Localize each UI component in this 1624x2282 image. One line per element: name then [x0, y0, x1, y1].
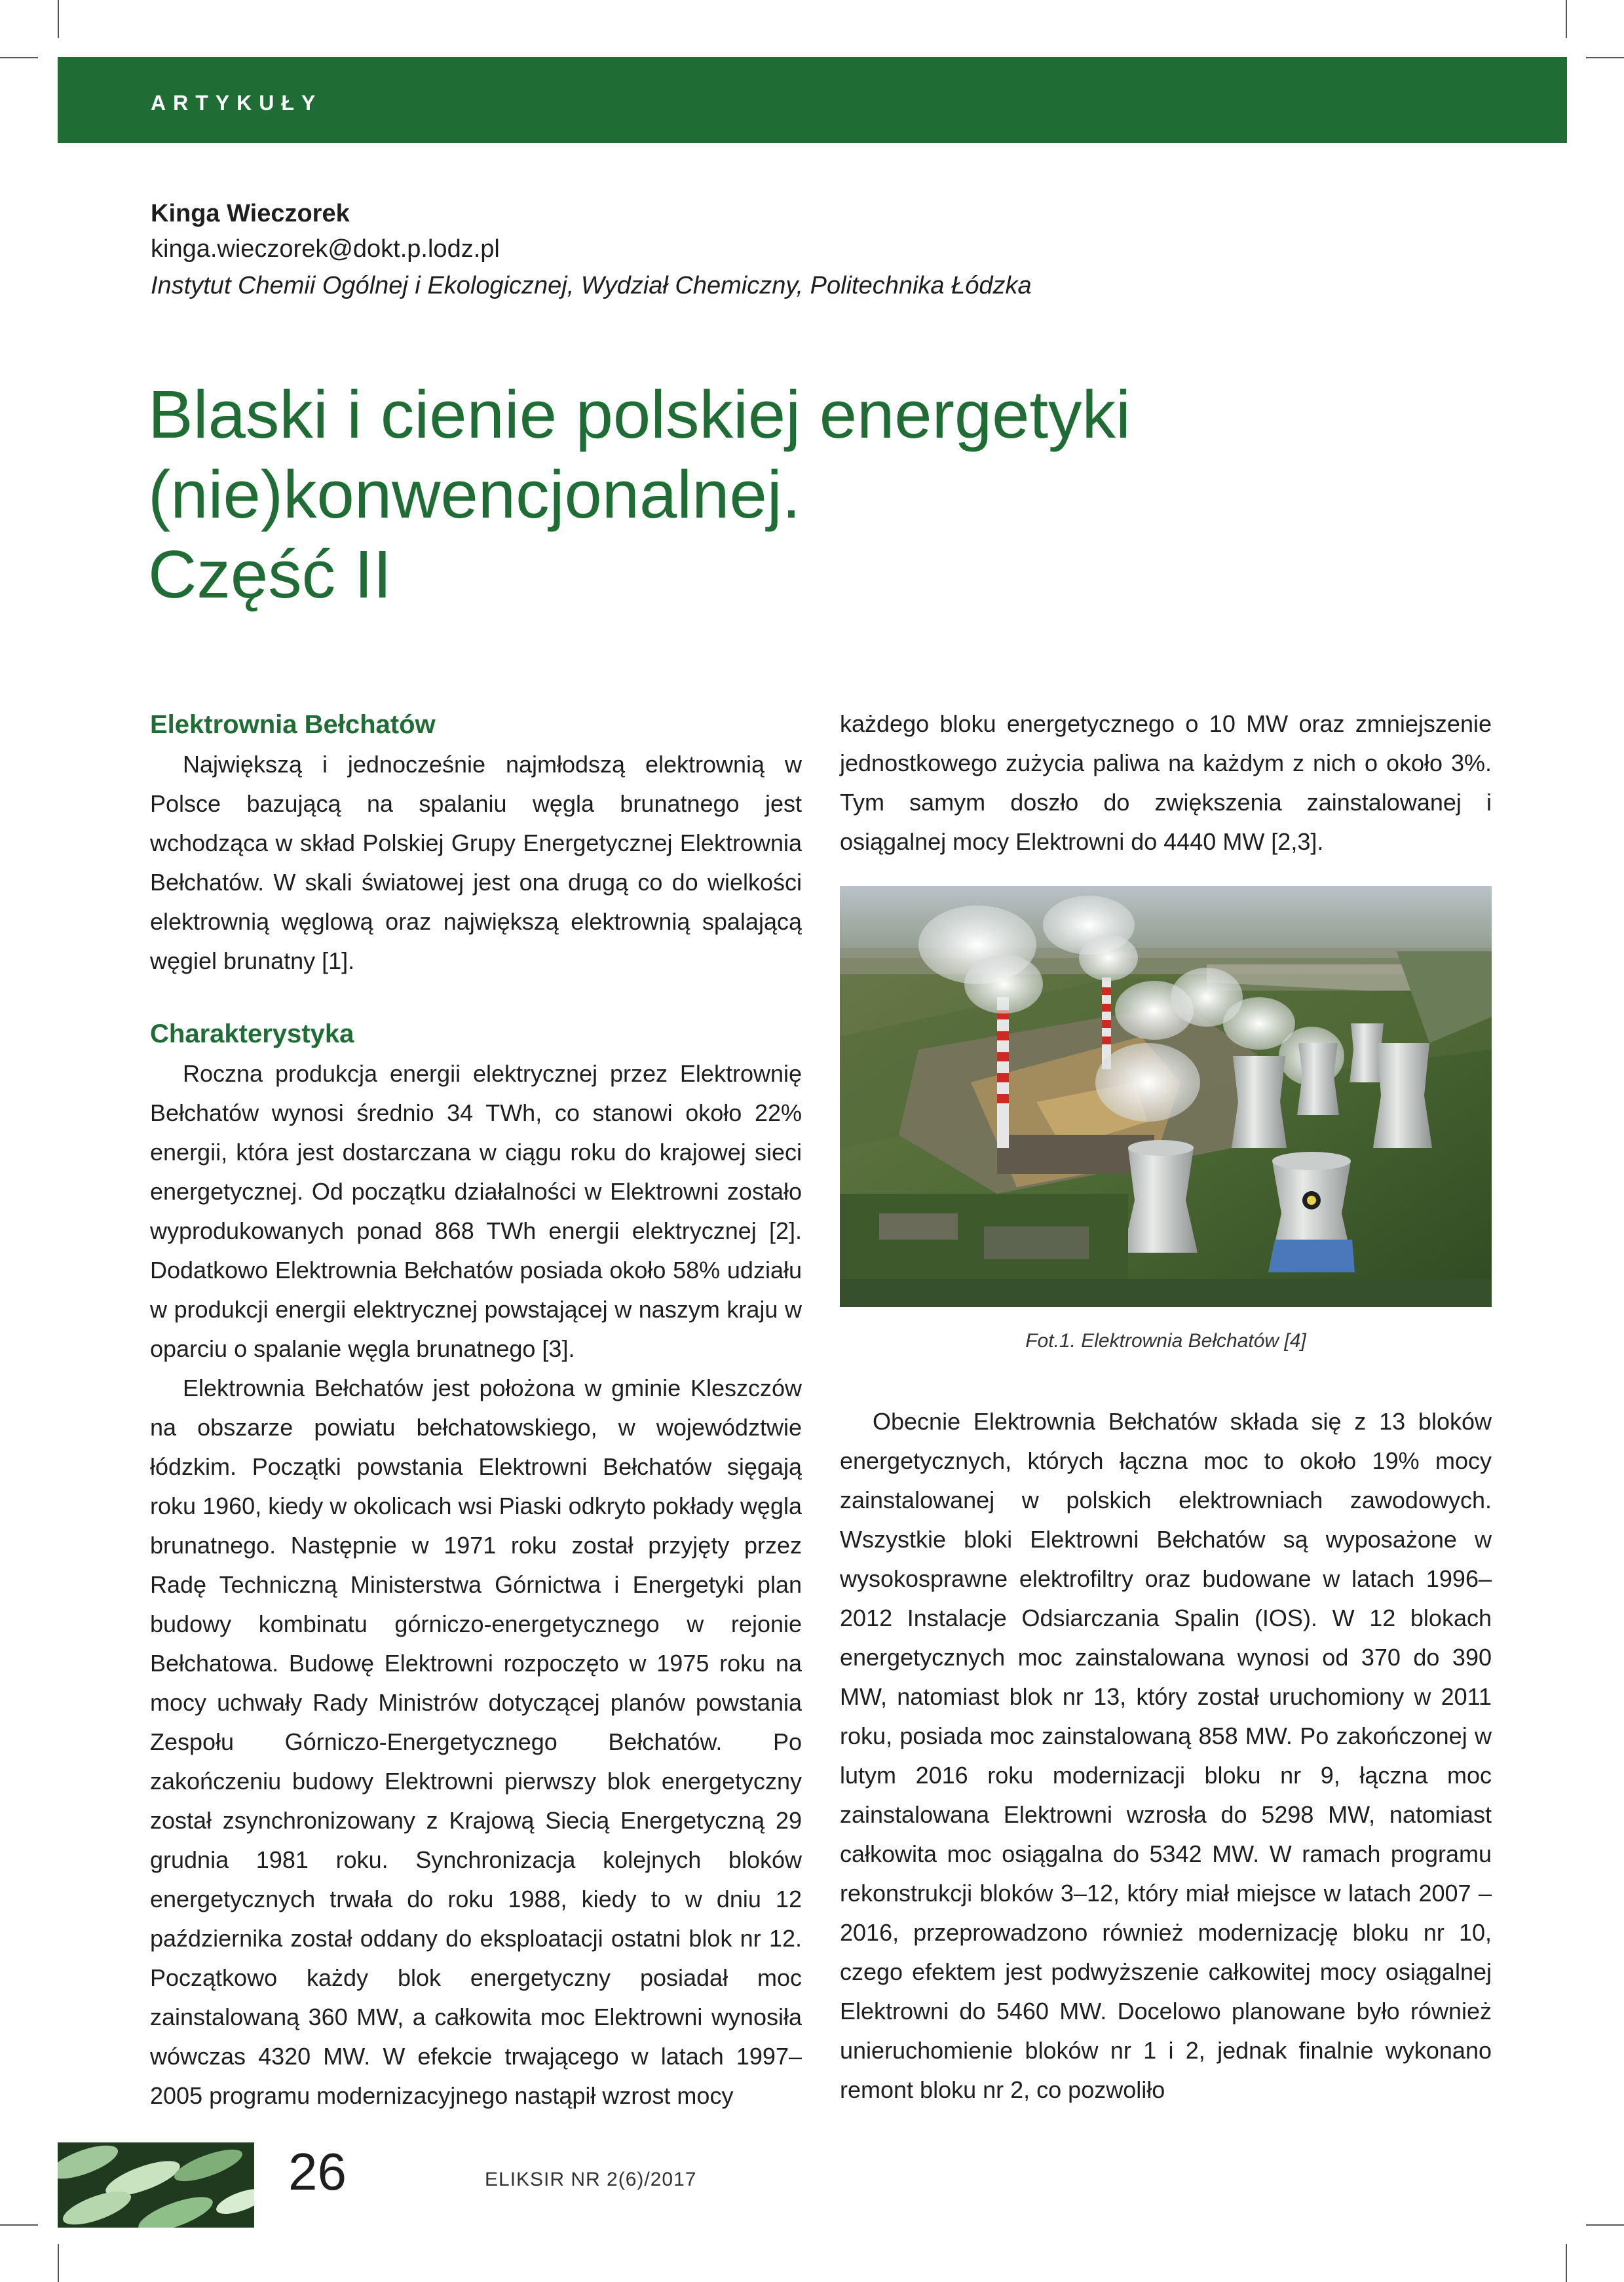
- paragraph: Elektrownia Bełchatów jest położona w gminie Kleszczów na obszarze powiatu bełchatowskiego, w województwie łódzkim. Początki powstania Elektrowni Bełchatów sięgają roku 1960, kiedy w okolicach wsi Piaski odkryto pokłady węgla brunatnego. Następnie w 1971 roku został przyjęty przez Radę Techniczną Ministerstwa Górnictwa i Energetyki plan budowy kombinatu górniczo-energetycznego w rejonie Bełchatowa. Budowę Elektrowni rozpoczęto w 1975 roku na mocy uchwały Rady Ministrów dotyczącej planów powstania Zespołu Górniczo-Energetycznego Bełchatów. Po zakończeniu budowy Elektrowni pierwszy blok energetyczny został zsynchronizowany z Krajową Siecią Energetyczną 29 grudnia 1981 roku. Synchronizacja kolejnych bloków energetycznych trwała do roku 1988, kiedy to w dniu 12 października został oddany do eksploatacji ostatni blok nr 12. Początkowo każdy blok energetyczny posiadał moc zainstalowaną 360 MW, a całkowita moc Elektrowni wynosiła wówczas 4320 MW. W efekcie trwającego w latach 1997–2005 programu modernizacyjnego nastąpił wzrost mocy: [150, 1375, 802, 2109]
- paragraph: Obecnie Elektrownia Bełchatów składa się z 13 bloków energetycznych, których łączna moc to około 19% mocy zainstalowanej w polskich elektrowniach zawodowych. Wszystkie bloki Elektrowni Bełchatów są wyposażone w wysokosprawne elektrofiltry oraz budowane w latach 1996–2012 Instalacje Odsiarczania Spalin (IOS). W 12 blokach energetycznych moc zainstalowana wynosi od 370 do 390 MW, natomiast blok nr 13, który został uruchomiony w 2011 roku, posiada moc zainstalowaną 858 MW. Po zakończonej w lutym 2016 roku modernizacji bloku nr 9, łączna moc zainstalowana Elektrowni wzrosła do 5298 MW, natomiast całkowita moc osiągalna do 5342 MW. W ramach programu rekonstrukcji bloków 3–12, który miał miejsce w latach 2007 – 2016, przeprowadzono również modernizację bloku nr 10, czego efektem jest podwyższenie całkowitej mocy osiągalnej Elektrowni do 5460 MW. Docelowo planowane było również unieruchomienie bloków nr 1 i 2, jednak finalnie wykonano remont bloku nr 2, co pozwoliło: [840, 1408, 1492, 2103]
- author-name: Kinga Wieczorek: [151, 200, 350, 227]
- crop-mark: [1586, 2224, 1624, 2226]
- power-plant-photo: [840, 886, 1492, 1307]
- section-label: ARTYKUŁY: [151, 91, 323, 115]
- page-number: 26: [288, 2142, 347, 2201]
- left-column: [150, 704, 802, 2116]
- section-heading: Charakterystyka: [150, 1019, 354, 1048]
- author-affiliation: Instytut Chemii Ogólnej i Ekologicznej, Wydział Chemiczny, Politechnika Łódzka: [151, 272, 1032, 299]
- author-block: [151, 197, 1133, 304]
- crop-mark: [1586, 57, 1624, 58]
- title-line: (nie)konwencjonalnej.: [148, 457, 801, 532]
- crop-mark: [58, 0, 59, 38]
- title-line: Część II: [148, 537, 392, 612]
- right-column-continued: [840, 1402, 1492, 2110]
- article-title: [148, 375, 1131, 615]
- crop-mark: [0, 2224, 38, 2226]
- crop-mark: [0, 57, 38, 58]
- paragraph: Roczna produkcja energii elektrycznej przez Elektrownię Bełchatów wynosi średnio 34 TWh, co stanowi około 22% energii, która jest dostarczana w ciągu roku do krajowej sieci energetycznej. Od początku działalności w Elektrowni zostało wyprodukowanych ponad 868 TWh energii elektrycznej [2]. Dodatkowo Elektrownia Bełchatów posiada około 58% udziału w produkcji energii elektrycznej powstającej w naszym kraju w oparciu o spalanie węgla brunatnego [3].: [150, 1060, 802, 1362]
- header-band: [58, 57, 1567, 143]
- crop-mark: [1566, 0, 1567, 38]
- right-column: [840, 704, 1492, 862]
- section-heading: Elektrownia Bełchatów: [150, 710, 436, 739]
- journal-name: ELIKSIR NR 2(6)/2017: [485, 2169, 697, 2190]
- crop-mark: [1566, 2244, 1567, 2282]
- paragraph: każdego bloku energetycznego o 10 MW oraz zmniejszenie jednostkowego zużycia paliwa na każdym z nich o około 3%. Tym samym doszło do zwiększenia zainstalowanej i osiągalnej mocy Elektrowni do 4440 MW [2,3].: [840, 710, 1492, 855]
- crop-mark: [58, 2244, 59, 2282]
- footer-decoration: [58, 2142, 254, 2228]
- figure-caption: Fot.1. Elektrownia Bełchatów [4]: [1025, 1330, 1306, 1352]
- author-email: kinga.wieczorek@dokt.p.lodz.pl: [151, 235, 500, 263]
- paragraph: Największą i jednocześnie najmłodszą elektrownią w Polsce bazującą na spalaniu węgla brunatnego jest wchodząca w skład Polskiej Grupy Energetycznej Elektrownia Bełchatów. W skali światowej jest ona drugą co do wielkości elektrownią węglową oraz największą elektrownią spalającą węgiel brunatny [1].: [150, 751, 802, 974]
- title-line: Blaski i cienie polskiej energetyki: [148, 377, 1131, 452]
